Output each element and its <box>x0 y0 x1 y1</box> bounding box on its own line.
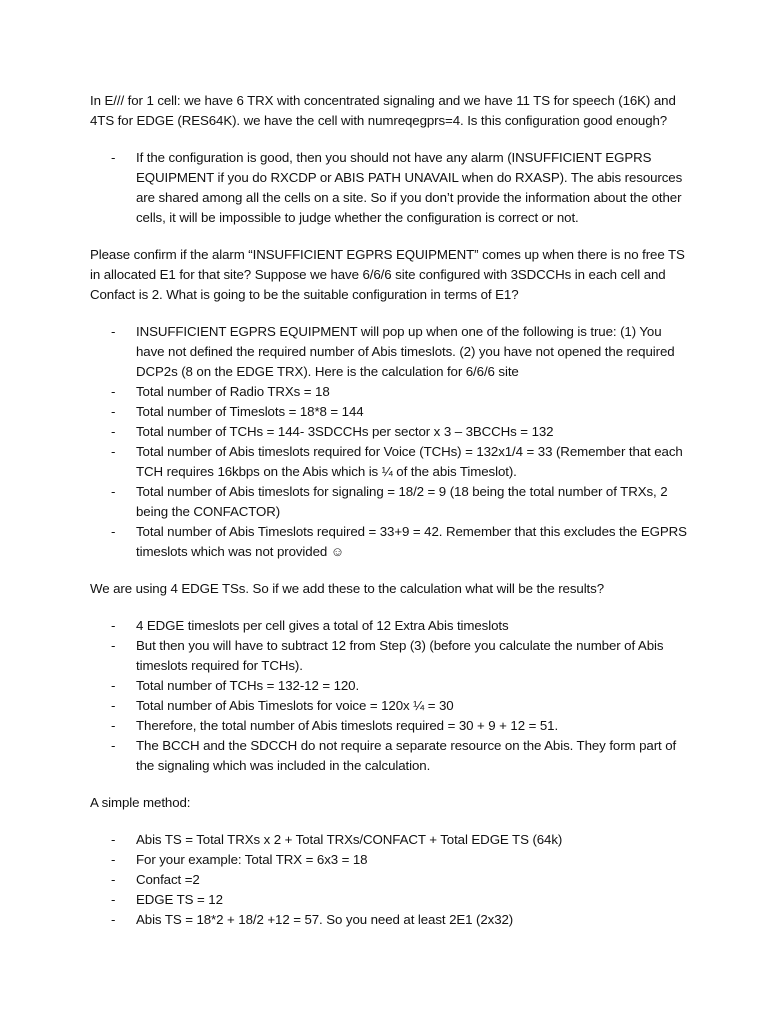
list-item <box>90 696 690 716</box>
list-item-text: Therefore, the total number of Abis timeslots required = 30 + 9 + 12 = 51. <box>136 718 559 733</box>
list-item-text: If the configuration is good, then you should not have any alarm (INSUFFICIENT EGPRS EQUIPMENT if you do RXCDP or ABIS PATH UNAVAIL when do RXASP). The abis resources are shared among all the cells on a site. So if you don’t provide the information about the other cells, it will be impossible to judge whether the configuration is correct or not. <box>136 150 683 225</box>
list-item <box>90 890 690 910</box>
list-item-text: Total number of Abis timeslots required for Voice (TCHs) = 132x1/4 = 33 (Remember that each TCH requires 16kbps on the Abis which is ¼ of the abis Timeslot). <box>136 444 683 479</box>
list-item-text: Total number of Abis Timeslots required = 33+9 = 42. Remember that this excludes the EGPRS timeslots which was not provided ☺ <box>136 524 687 559</box>
list-item-text: Total number of Timeslots = 18*8 = 144 <box>136 404 364 419</box>
list-item-text: Abis TS = Total TRXs x 2 + Total TRXs/CONFACT + Total EDGE TS (64k) <box>136 832 563 847</box>
bullet-dash: - <box>111 524 116 539</box>
bullet-dash: - <box>111 618 116 633</box>
bullet-dash: - <box>111 424 116 439</box>
list-item <box>90 148 690 228</box>
list-item-text: Total number of TCHs = 144- 3SDCCHs per sector x 3 – 3BCCHs = 132 <box>136 424 554 439</box>
list-item-text: Total number of Radio TRXs = 18 <box>136 384 330 399</box>
bullet-dash: - <box>111 872 116 887</box>
list-item <box>90 850 690 870</box>
list-item-text: But then you will have to subtract 12 from Step (3) (before you calculate the number of Abis timeslots required for TCHs). <box>136 638 664 673</box>
bullet-dash: - <box>111 404 116 419</box>
list-item <box>90 636 690 676</box>
list-item <box>90 716 690 736</box>
answer-list-1 <box>90 148 690 228</box>
list-item <box>90 442 690 482</box>
bullet-dash: - <box>111 384 116 399</box>
list-item-text: Total number of Abis timeslots for signaling = 18/2 = 9 (18 being the total number of TRXs, 2 being the CONFACTOR) <box>136 484 668 519</box>
list-item <box>90 322 690 382</box>
bullet-dash: - <box>111 484 116 499</box>
list-item <box>90 482 690 522</box>
list-item <box>90 422 690 442</box>
list-item-text: Total number of Abis Timeslots for voice = 120x ¼ = 30 <box>136 698 454 713</box>
list-item <box>90 830 690 850</box>
bullet-dash: - <box>111 832 116 847</box>
document-body <box>90 91 690 946</box>
list-item <box>90 676 690 696</box>
bullet-dash: - <box>111 718 116 733</box>
bullet-dash: - <box>111 678 116 693</box>
bullet-dash: - <box>111 324 116 339</box>
bullet-dash: - <box>111 892 116 907</box>
list-item-text: INSUFFICIENT EGPRS EQUIPMENT will pop up when one of the following is true: (1) You have not defined the required number of Abis timeslots. (2) you have not opened the required DCP2s (8 on the EDGE TRX). Here is the calculation for 6/6/6 site <box>136 324 675 379</box>
list-item <box>90 616 690 636</box>
paragraph-question-2: Please confirm if the alarm “INSUFFICIENT EGPRS EQUIPMENT” comes up when there is no free TS in allocated E1 for that site? Suppose we have 6/6/6 site configured with 3SDCCHs in each cell and Confact is 2. What is going to be the suitable configuration in terms of E1? <box>90 247 685 302</box>
list-item <box>90 522 690 562</box>
answer-list-4 <box>90 830 690 930</box>
list-item-text: Total number of TCHs = 132-12 = 120. <box>136 678 360 693</box>
paragraph-question-1: In E/// for 1 cell: we have 6 TRX with concentrated signaling and we have 11 TS for speech (16K) and 4TS for EDGE (RES64K). we have the cell with numreqegprs=4. Is this configuration good enough? <box>90 93 676 128</box>
list-item-text: For your example: Total TRX = 6x3 = 18 <box>136 852 368 867</box>
bullet-dash: - <box>111 638 116 653</box>
bullet-dash: - <box>111 444 116 459</box>
bullet-dash: - <box>111 150 116 165</box>
list-item-text: Confact =2 <box>136 872 200 887</box>
paragraph-heading-simple-method: A simple method: <box>90 795 191 810</box>
answer-list-2 <box>90 322 690 562</box>
answer-list-3 <box>90 616 690 776</box>
bullet-dash: - <box>111 698 116 713</box>
paragraph-question-3: We are using 4 EDGE TSs. So if we add these to the calculation what will be the results? <box>90 581 604 596</box>
list-item <box>90 870 690 890</box>
bullet-dash: - <box>111 738 116 753</box>
list-item <box>90 382 690 402</box>
list-item-text: The BCCH and the SDCCH do not require a separate resource on the Abis. They form part of the signaling which was included in the calculation. <box>136 738 677 773</box>
list-item <box>90 402 690 422</box>
bullet-dash: - <box>111 852 116 867</box>
list-item-text: 4 EDGE timeslots per cell gives a total of 12 Extra Abis timeslots <box>136 618 509 633</box>
list-item-text: EDGE TS = 12 <box>136 892 223 907</box>
list-item <box>90 910 690 930</box>
bullet-dash: - <box>111 912 116 927</box>
list-item <box>90 736 690 776</box>
list-item-text: Abis TS = 18*2 + 18/2 +12 = 57. So you need at least 2E1 (2x32) <box>136 912 514 927</box>
